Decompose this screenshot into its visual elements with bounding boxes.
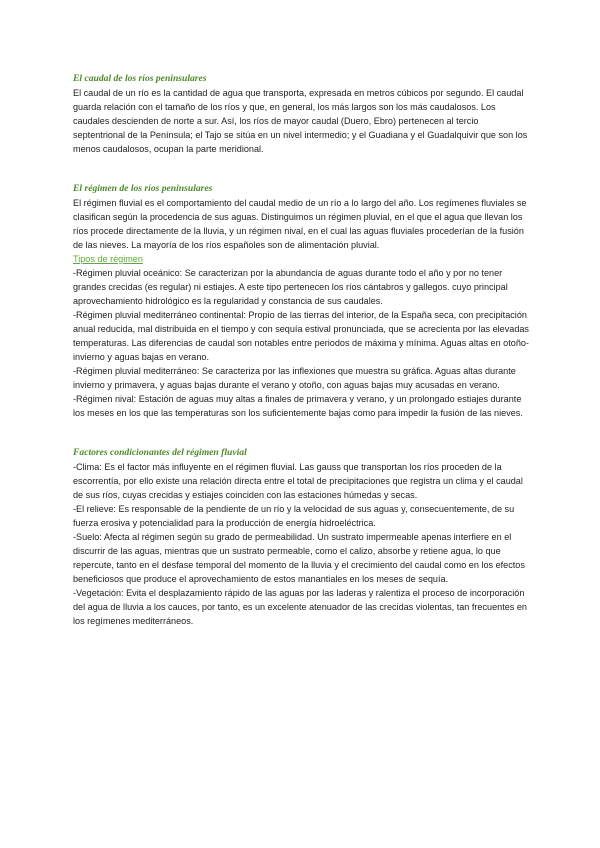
list-item-pluvial-mediterraneo-continental: -Régimen pluvial mediterráneo continental: Propio de las tierras del interior, de la España seca, con precipitación anual reducida, mal distribuida en el tiempo y con sequía estival pronunciada, que se acrecienta por las elevadas temperaturas. Las diferencias de caudal son notables entre periodos de máxima y mínima. Aguas altas en otoño-invierno y aguas bajas en verano. bbox=[73, 310, 529, 362]
list-item-pluvial-oceanico: -Régimen pluvial oceánico: Se caracterizan por la abundancia de aguas durante todo el año y por no tener grandes crecidas (es regular) ni estiajes. A este tipo pertenecen los ríos cántabros y gallegos. cuyo principal aprovechamiento hidrológico es la regularidad y constancia de sus caudales. bbox=[73, 268, 508, 306]
list-item-relieve: -El relieve: Es responsable de la pendiente de un río y la velocidad de sus aguas y, consecuentemente, de su fuerza erosiva y potencialidad para la producción de energía hidroeléctrica. bbox=[73, 504, 515, 528]
list-item-nival: -Régimen nival: Estación de aguas muy altas a finales de primavera y verano, y un prolongado estiajes durante los meses en los que las temperaturas son los suficientemente bajas como para impedir la fusión de las nieves. bbox=[73, 394, 523, 418]
heading-factores: Factores condicionantes del régimen fluvial bbox=[73, 447, 247, 458]
paragraph-regimen: El régimen fluvial es el comportamiento del caudal medio de un río a lo largo del año. Los regímenes fluviales se clasifican según la procedencia de sus aguas. Distinguimos un régimen pluvial, en el que el agua que llevan los ríos procede directamente de la lluvia, y un régimen nival, en el cual las aguas fluviales procederían de la fusión de las nieves. La mayoría de los ríos españoles son de alimentación pluvial. bbox=[73, 198, 527, 250]
subheading-tipos-regimen: Tipos de régimen bbox=[73, 254, 143, 264]
list-item-clima: -Clima: Es el factor más influyente en el régimen fluvial. Las gauss que transportan los ríos proceden de la escorrentía, por ello existe una relación directa entre el total de precipitaciones que registra un clima y el caudal de sus ríos, cuyas crecidas y estiajes coinciden con las estaciones húmedas y secas. bbox=[73, 462, 523, 500]
list-item-vegetacion: -Vegetación: Evita el desplazamiento rápido de las aguas por las laderas y ralentiza el proceso de incorporación del agua de lluvia a los cauces, por tanto, es un excelente atenuador de las crecidas violentas, tan frecuentes en los regímenes mediterráneos. bbox=[73, 588, 527, 626]
document-page bbox=[73, 72, 531, 628]
list-item-suelo: -Suelo: Afecta al régimen según su grado de permeabilidad. Un sustrato impermeable apenas interfiere en el discurrir de las aguas, mientras que un sustrato permeable, como el calizo, absorbe y retiene agua, lo que repercute, tanto en el desfase temporal del momento de la lluvia y el crecimiento del caudal como en los efectos beneficiosos que produce el aprovechamiento de estos manantiales en los meses de sequía. bbox=[73, 532, 525, 584]
spacer bbox=[73, 420, 531, 446]
spacer bbox=[73, 156, 531, 182]
list-item-pluvial-mediterraneo: -Régimen pluvial mediterráneo: Se caracteriza por las inflexiones que muestra su gráfica. Aguas altas durante invierno y primavera, y aguas bajas durante el verano y otoño, con aguas bajas muy acusadas en verano. bbox=[73, 366, 516, 390]
paragraph-caudal: El caudal de un río es la cantidad de agua que transporta, expresada en metros cúbicos por segundo. El caudal guarda relación con el tamaño de los ríos y que, en general, los más largos son los más caudalosos. Los caudales descienden de norte a sur. Así, los ríos de mayor caudal (Duero, Ebro) pertenecen al tercio septentrional de la Península; el Tajo se sitúa en un nivel intermedio; y el Guadiana y el Guadalquivir que son los menos caudalosos, ocupan la parte meridional. bbox=[73, 88, 528, 154]
heading-regimen: El régimen de los ríos peninsulares bbox=[73, 183, 213, 194]
heading-caudal: El caudal de los ríos peninsulares bbox=[73, 73, 207, 84]
